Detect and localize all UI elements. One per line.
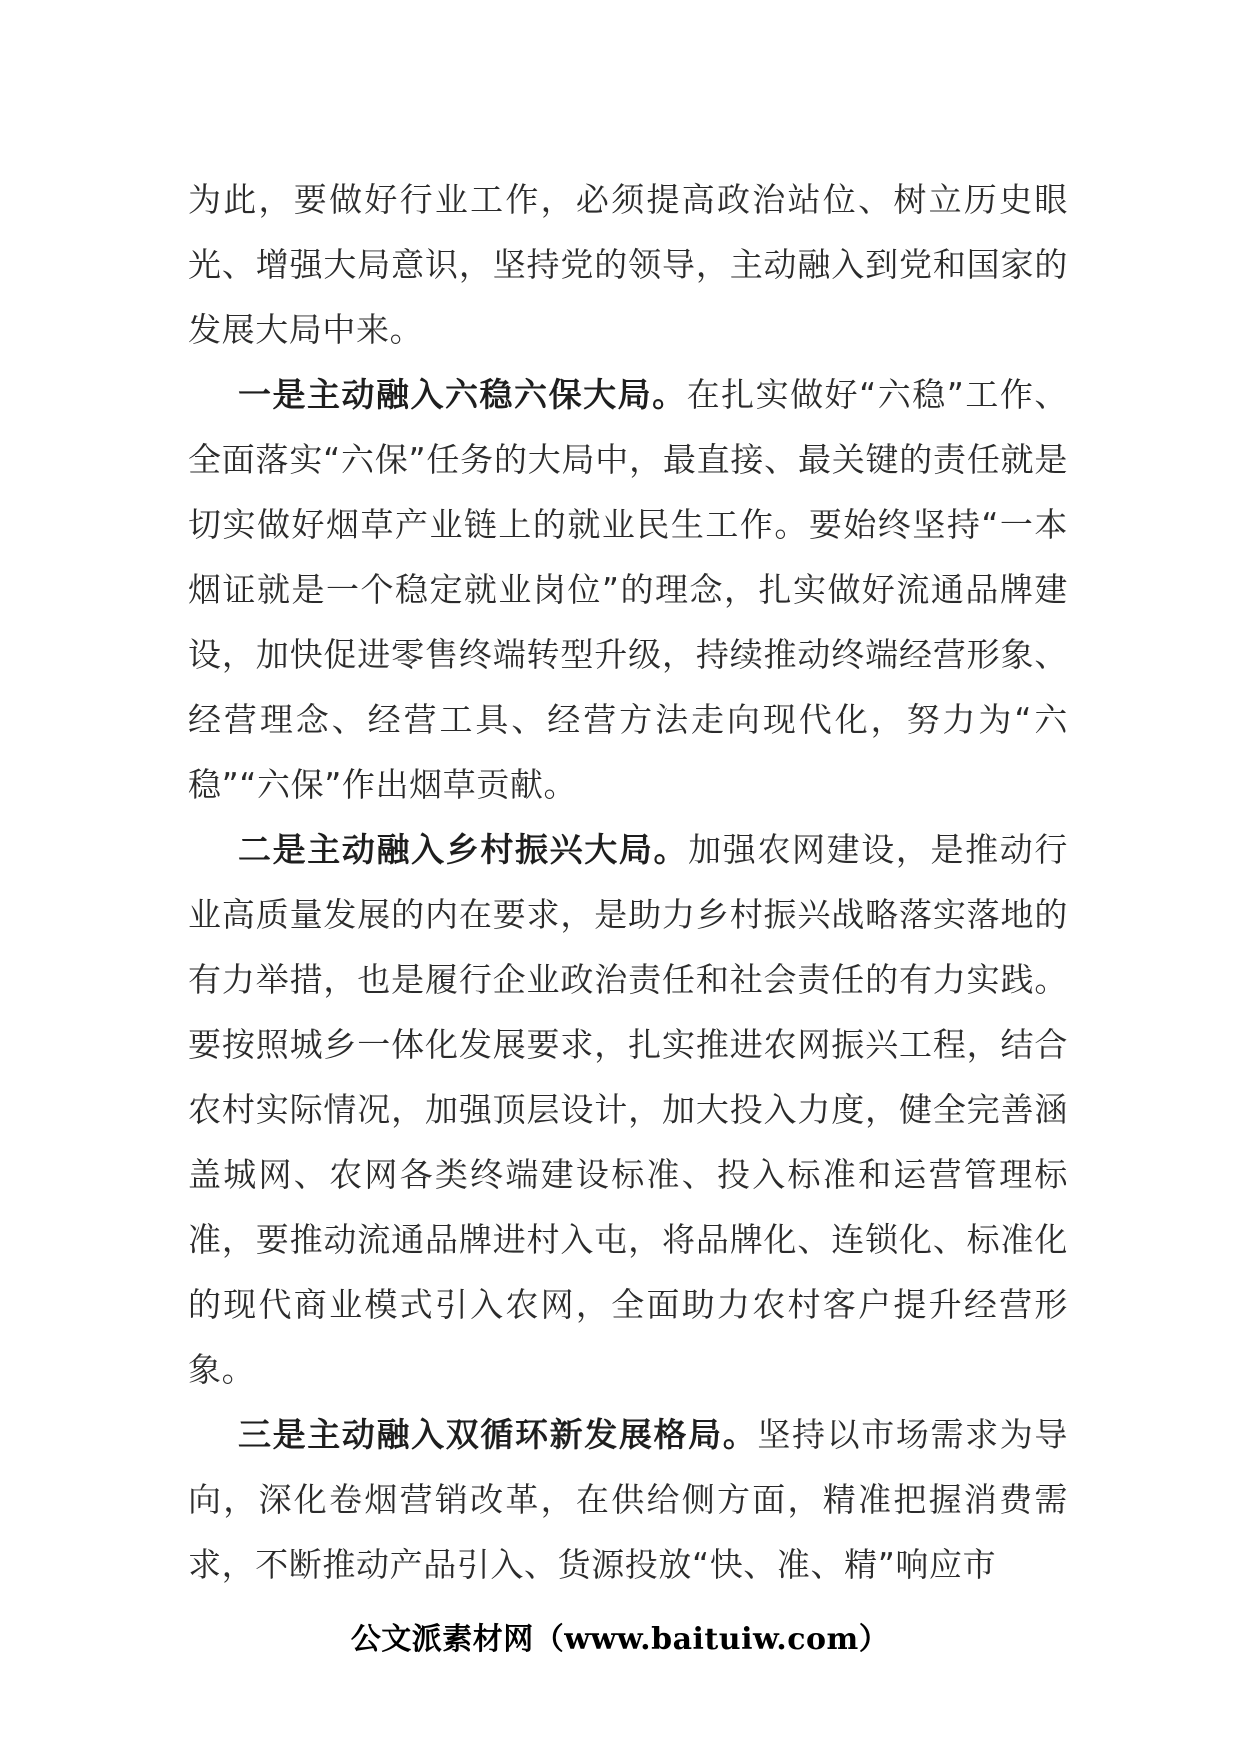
paragraph-text: 坚持以市场需求为导向，深化卷烟营销改革，在供给侧方面，精准把握消费需求，不断推动产品引入、货源投放“快、准、精”响应市 [188, 1415, 1068, 1584]
paragraph-point-one [188, 362, 1068, 817]
paragraph-lead-heading: 二是主动融入乡村振兴大局。 [238, 830, 689, 869]
paragraph-point-three [188, 1402, 1068, 1597]
paragraph-text: 为此，要做好行业工作，必须提高政治站位、树立历史眼光、增强大局意识，坚持党的领导，主动融入到党和国家的发展大局中来。 [188, 180, 1068, 349]
paragraph-intro [188, 167, 1068, 362]
paragraph-text: 加强农网建设，是推动行业高质量发展的内在要求，是助力乡村振兴战略落实落地的有力举措，也是履行企业政治责任和社会责任的有力实践。要按照城乡一体化发展要求，扎实推进农网振兴工程，结合农村实际情况，加强顶层设计，加大投入力度，健全完善涵盖城网、农网各类终端建设标准、投入标准和运营管理标准，要推动流通品牌进村入屯，将品牌化、连锁化、标准化的现代商业模式引入农网，全面助力农村客户提升经营形象。 [188, 830, 1068, 1389]
document-body [188, 167, 1068, 1597]
paragraph-lead-heading: 三是主动融入双循环新发展格局。 [238, 1415, 758, 1454]
page-footer-source: 公文派素材网（www.baituiw.com） [350, 1622, 890, 1657]
paragraph-point-two [188, 817, 1068, 1402]
paragraph-lead-heading: 一是主动融入六稳六保大局。 [238, 375, 687, 414]
paragraph-text: 在扎实做好“六稳”工作、全面落实“六保”任务的大局中，最直接、最关键的责任就是切实做好烟草产业链上的就业民生工作。要始终坚持“一本烟证就是一个稳定就业岗位”的理念，扎实做好流通品牌建设，加快促进零售终端转型升级，持续推动终端经营形象、经营理念、经营工具、经营方法走向现代化，努力为“六稳”“六保”作出烟草贡献。 [188, 375, 1068, 804]
